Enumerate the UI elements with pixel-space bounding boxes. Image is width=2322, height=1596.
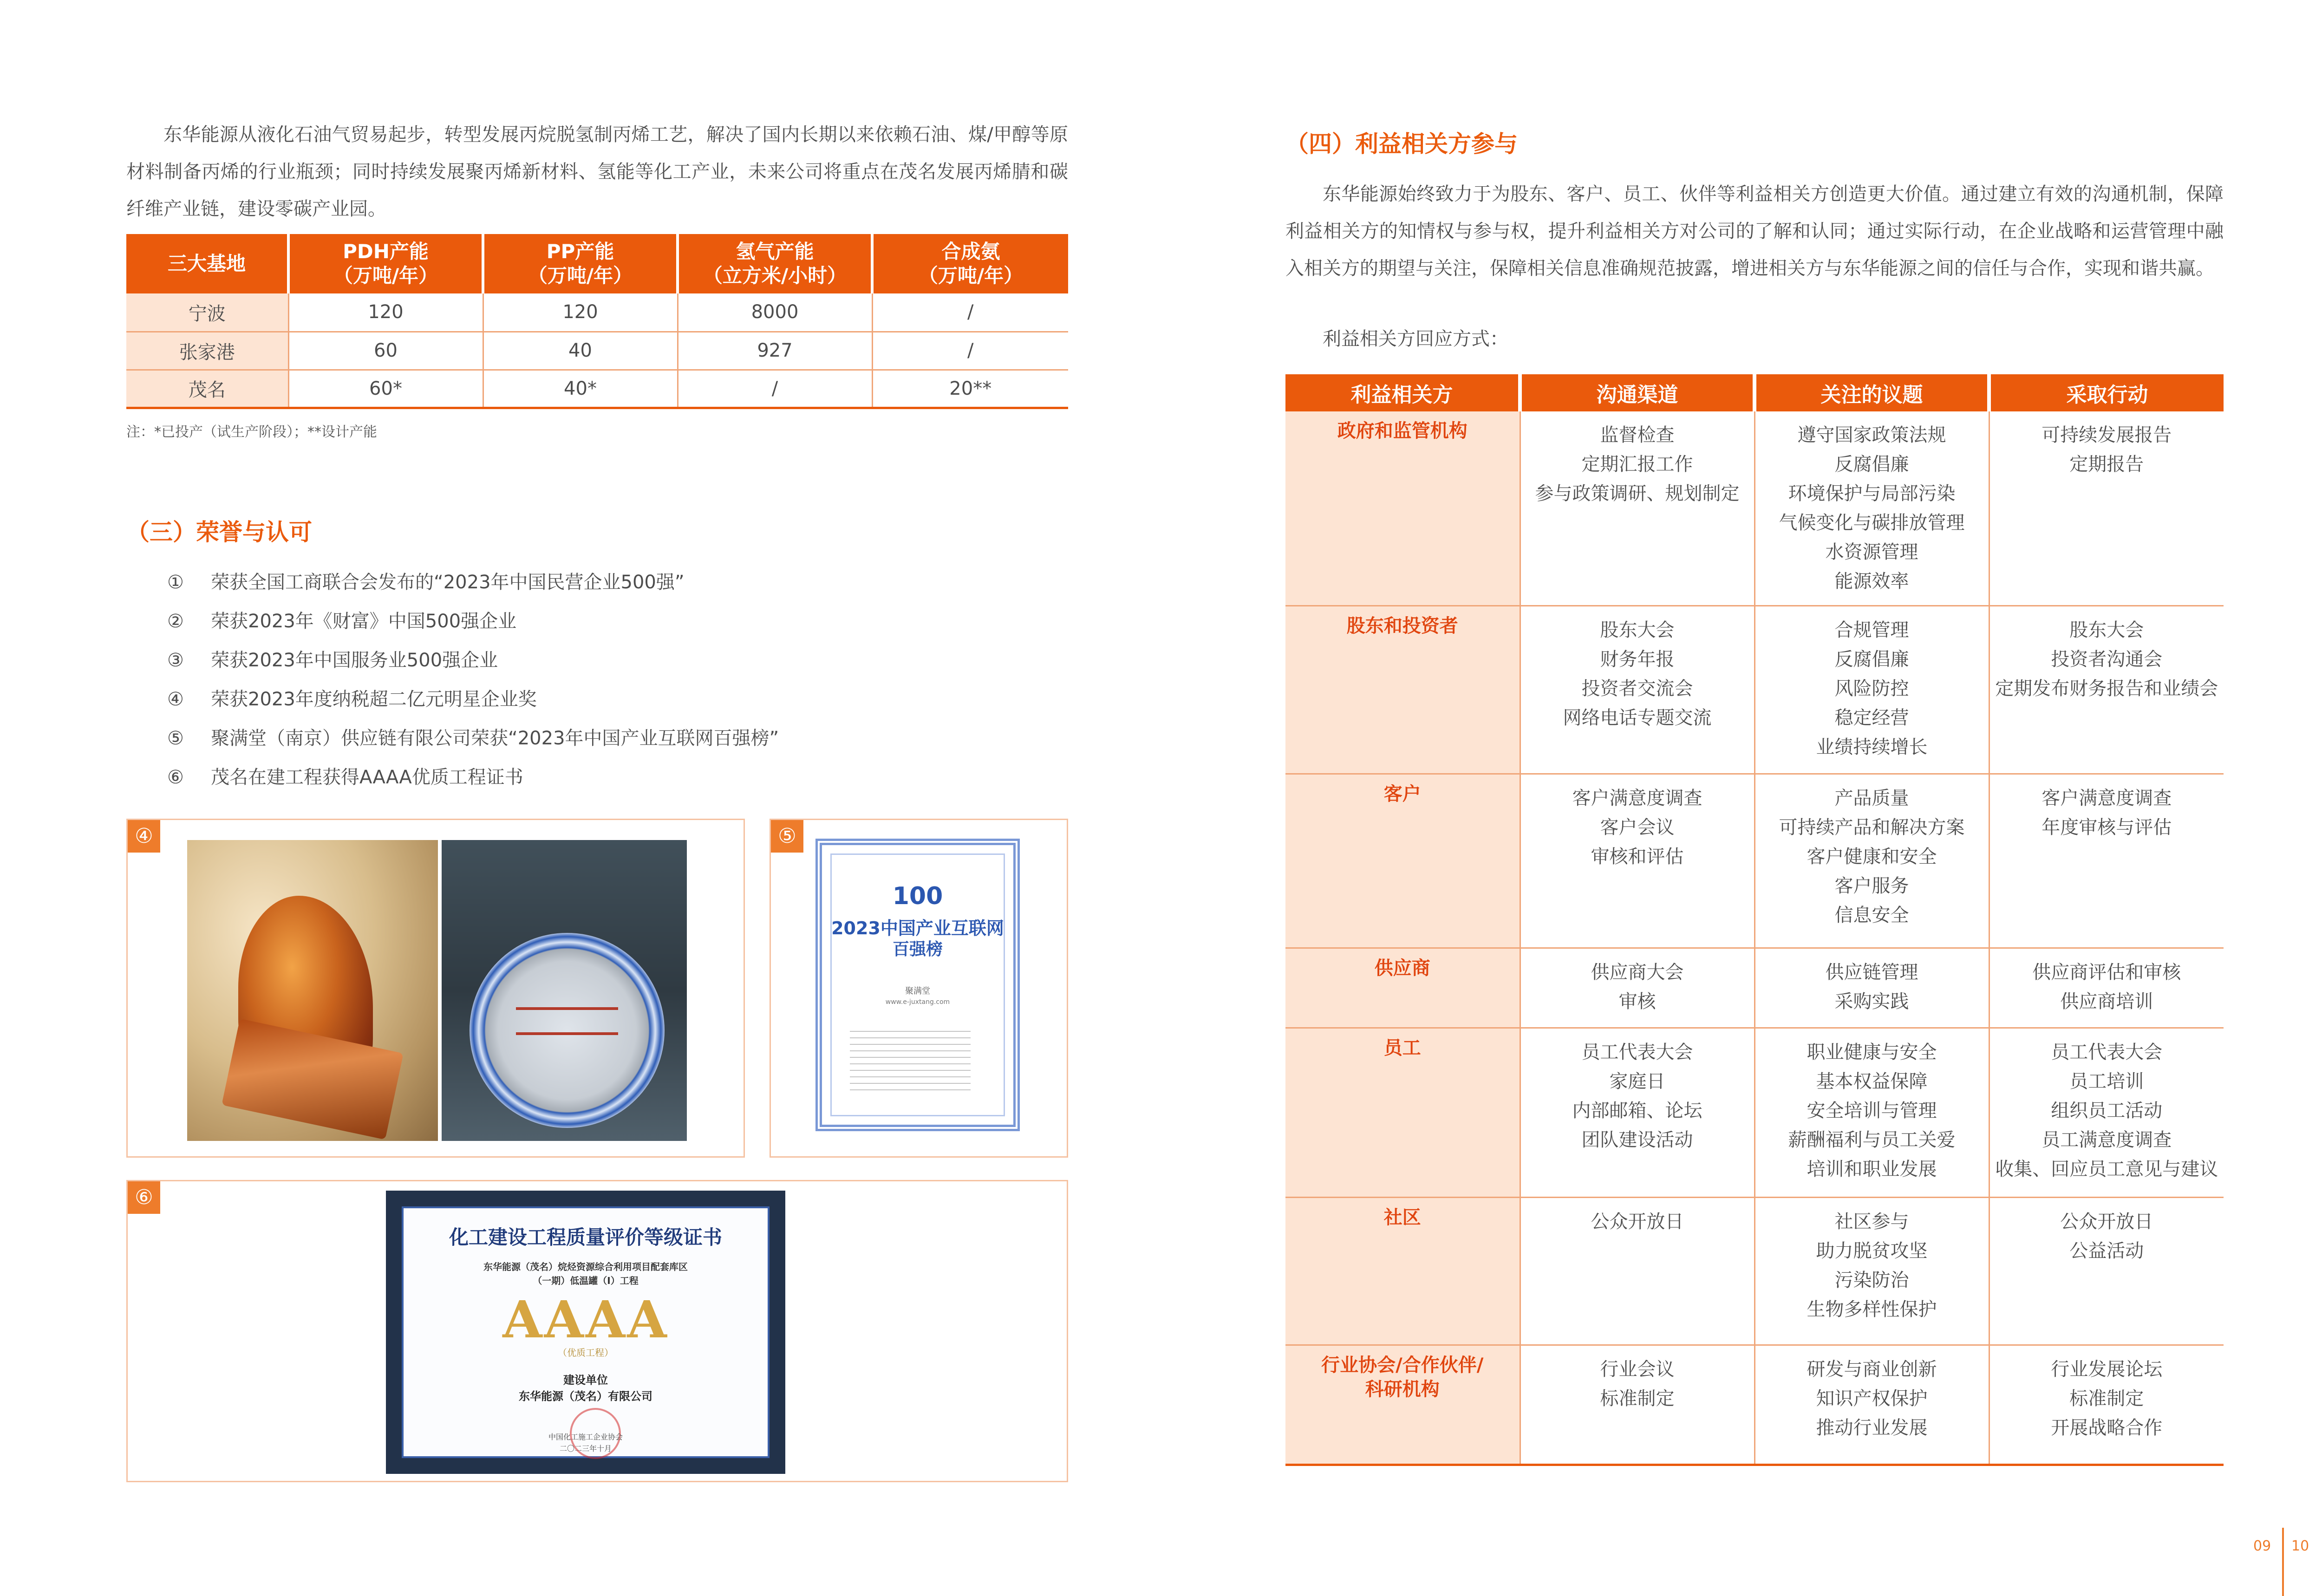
- cell-line: 客户: [1383, 783, 1421, 805]
- cell-line: 投资者交流会: [1581, 677, 1693, 699]
- cell-line: 社区参与: [1834, 1211, 1909, 1232]
- cell-line: 组织员工活动: [2051, 1100, 2163, 1121]
- cell-line: 安全培训与管理: [1807, 1100, 1937, 1121]
- cell-line: 能源效率: [1834, 571, 1909, 592]
- cell-line: 团队建设活动: [1581, 1129, 1693, 1151]
- cell-line: 研发与商业创新: [1807, 1358, 1937, 1380]
- cell-line: 行业发展论坛: [2051, 1358, 2163, 1380]
- panel-number-badge: ⑤: [771, 820, 803, 853]
- cell-line: 客户会议: [1600, 816, 1675, 838]
- cell-line: 定期报告: [2069, 454, 2144, 475]
- list-item: [167, 602, 779, 641]
- list-item-number: ④: [167, 689, 184, 710]
- table-row: [1285, 1028, 2224, 1197]
- capacity-note: 注：*已投产（试生产阶段）；**设计产能: [126, 424, 377, 440]
- list-item: [167, 680, 779, 719]
- cell-line: 信息安全: [1834, 904, 1909, 926]
- table-cell: [1520, 606, 1755, 774]
- commemorative-plate-photo: [442, 840, 687, 1141]
- cell-line: 反腐倡廉: [1834, 648, 1909, 670]
- list-item: [167, 563, 779, 602]
- cell-line: 气候变化与碳排放管理: [1779, 512, 1965, 534]
- cert-company: 聚满堂: [905, 986, 930, 996]
- table-cell: 宁波: [126, 293, 288, 332]
- table-cell: 茂名: [126, 370, 288, 408]
- stakeholder-intro-paragraph: 东华能源始终致力于为股东、客户、员工、伙伴等利益相关方创造更大价值。通过建立有效的沟通机制，保障利益相关方的知情权与参与权，提升利益相关方对公司的了解和认同；通过实际行动，在企业战略和运营管理中融入相关方的期望与关注，保障相关信息准确规范披露，增进相关方与东华能源之间的信任与合作，实现和谐共赢。: [1285, 183, 2224, 279]
- capacity-header-cell: 三大基地: [126, 234, 288, 293]
- table-cell: [1755, 1197, 1989, 1345]
- capacity-table: [126, 234, 1068, 409]
- cell-line: 客户满意度调查: [1572, 787, 1702, 809]
- cert-url: www.e-juxtang.com: [885, 998, 950, 1006]
- cert-issuer: 中国化工施工企业协会: [548, 1433, 623, 1441]
- list-item-number: ①: [167, 572, 184, 593]
- table-cell: [1520, 1345, 1755, 1465]
- table-row: [126, 370, 1068, 408]
- cell-line: 推动行业发展: [1816, 1417, 1928, 1439]
- table-row: [1285, 948, 2224, 1028]
- cell-line: 助力脱贫攻坚: [1816, 1240, 1928, 1262]
- cell-line: 收集、回应员工意见与建议: [1995, 1158, 2218, 1180]
- table-row: [1285, 606, 2224, 774]
- stakeholder-header-cell: 沟通渠道: [1520, 374, 1755, 411]
- table-cell: [1989, 606, 2224, 774]
- cell-line: 公众开放日: [2060, 1211, 2153, 1232]
- table-cell: [1520, 774, 1755, 948]
- cert-project-line: 东华能源（茂名）烷烃资源综合利用项目配套库区: [483, 1261, 688, 1272]
- cell-line: 环境保护与局部污染: [1788, 483, 1956, 504]
- stakeholder-name-cell: [1285, 1028, 1520, 1197]
- cell-line: 开展战略合作: [2051, 1417, 2163, 1439]
- stakeholder-name-cell: [1285, 411, 1520, 606]
- table-cell: 张家港: [126, 332, 288, 370]
- cert-unit-label: 建设单位: [563, 1374, 608, 1387]
- table-cell: [1989, 1197, 2224, 1345]
- top100-certificate-image: [815, 839, 1020, 1131]
- capacity-table-header: [126, 234, 1068, 293]
- table-row: [1285, 1197, 2224, 1345]
- table-cell: /: [872, 332, 1068, 370]
- cert-unit-name: 东华能源（茂名）有限公司: [519, 1390, 652, 1403]
- cell-line: 遵守国家政策法规: [1797, 424, 1946, 446]
- cell-line: 基本权益保障: [1816, 1070, 1928, 1092]
- cell-line: 员工满意度调查: [2042, 1129, 2172, 1151]
- honors-list: [167, 563, 779, 797]
- stakeholder-name-cell: [1285, 774, 1520, 948]
- list-item-text: 荣获2023年《财富》中国500强企业: [211, 611, 517, 632]
- cell-line: 生物多样性保护: [1807, 1298, 1937, 1320]
- table-cell: 20**: [872, 370, 1068, 408]
- cell-line: 供应商大会: [1591, 961, 1684, 983]
- table-row: [1285, 1345, 2224, 1465]
- cert-project-line: （一期）低温罐（Ⅰ）工程: [533, 1275, 639, 1286]
- cert-number: 100: [892, 882, 943, 910]
- cell-line: 标准制定: [1600, 1388, 1675, 1409]
- table-cell: /: [872, 293, 1068, 332]
- cell-line: 社区: [1383, 1206, 1421, 1228]
- table-cell: 40*: [483, 370, 678, 408]
- cell-line: 审核: [1618, 990, 1656, 1012]
- cell-line: 污染防治: [1834, 1269, 1909, 1291]
- stakeholder-name-cell: [1285, 948, 1520, 1028]
- table-cell: [1755, 411, 1989, 606]
- capacity-header-cell: PP产能 （万吨/年）: [483, 234, 678, 293]
- stakeholder-name-cell: [1285, 1345, 1520, 1465]
- cert-grade-sub: （优质工程）: [558, 1347, 613, 1358]
- cell-line: 稳定经营: [1834, 707, 1909, 729]
- table-cell: [1520, 948, 1755, 1028]
- table-cell: [1989, 948, 2224, 1028]
- stakeholder-name-cell: [1285, 1197, 1520, 1345]
- cell-line: 网络电话专题交流: [1563, 707, 1712, 729]
- award-certificate-panel-5: [770, 819, 1068, 1158]
- stakeholder-table-body: [1285, 411, 2224, 1465]
- table-cell: [1989, 1345, 2224, 1465]
- cell-line: 可持续产品和解决方案: [1779, 816, 1965, 838]
- table-row: [126, 332, 1068, 370]
- cell-line: 审核和评估: [1591, 846, 1684, 867]
- table-cell: [1989, 1028, 2224, 1197]
- cell-line: 股东和投资者: [1346, 615, 1458, 637]
- cell-line: 员工代表大会: [1581, 1041, 1693, 1063]
- aaaa-quality-certificate-image: [386, 1191, 785, 1474]
- table-cell: [1520, 411, 1755, 606]
- table-cell: [1520, 1028, 1755, 1197]
- capacity-header-cell: 合成氨 （万吨/年）: [872, 234, 1068, 293]
- list-item-text: 荣获2023年度纳税超二亿元明星企业奖: [211, 689, 537, 710]
- cell-line: 业绩持续增长: [1816, 736, 1928, 758]
- table-cell: 120: [483, 293, 678, 332]
- award-photo-panel-4: [126, 819, 745, 1158]
- cell-line: 员工: [1383, 1037, 1421, 1059]
- cell-line: 职业健康与安全: [1807, 1041, 1937, 1063]
- award-certificate-panel-6: [126, 1180, 1068, 1482]
- stakeholder-table-header: [1285, 374, 2224, 411]
- cell-line: 知识产权保护: [1816, 1388, 1928, 1409]
- table-cell: 40: [483, 332, 678, 370]
- table-cell: [1755, 1028, 1989, 1197]
- page-number-divider: [2282, 1528, 2284, 1596]
- cell-line: 定期发布财务报告和业绩会: [1995, 677, 2218, 699]
- list-item-text: 荣获全国工商联合会发布的“2023年中国民营企业500强”: [211, 572, 685, 593]
- table-cell: 927: [678, 332, 872, 370]
- cell-line: 公众开放日: [1591, 1211, 1684, 1232]
- list-item-text: 茂名在建工程获得AAAA优质工程证书: [211, 767, 523, 788]
- cell-line: 政府和监管机构: [1337, 420, 1468, 442]
- table-cell: [1520, 1197, 1755, 1345]
- stakeholder-header-cell: 采取行动: [1989, 374, 2224, 411]
- cell-line: 行业协会/合作伙伴/: [1321, 1354, 1484, 1376]
- cert-date: 二〇二三年十月: [559, 1444, 612, 1453]
- cert-title: 2023中国产业互联网: [831, 918, 1004, 938]
- table-cell: [1989, 411, 2224, 606]
- cell-line: 合规管理: [1834, 619, 1909, 641]
- cell-line: 客户健康和安全: [1807, 846, 1937, 867]
- cell-line: 供应链管理: [1825, 961, 1918, 983]
- cell-line: 产品质量: [1834, 787, 1909, 809]
- cell-line: 员工培训: [2069, 1070, 2144, 1092]
- cell-line: 家庭日: [1609, 1070, 1665, 1092]
- cell-line: 水资源管理: [1825, 541, 1918, 563]
- cell-line: 客户服务: [1834, 875, 1909, 897]
- list-item: [167, 758, 779, 797]
- cell-line: 风险防控: [1834, 677, 1909, 699]
- cell-line: 可持续发展报告: [2042, 424, 2172, 446]
- capacity-header-cell: PDH产能 （万吨/年）: [288, 234, 483, 293]
- cert-subtitle: 百强榜: [892, 940, 943, 959]
- list-item-number: ⑤: [167, 728, 184, 749]
- list-item-number: ②: [167, 611, 184, 632]
- left-intro-paragraph: 东华能源从液化石油气贸易起步，转型发展丙烷脱氢制丙烯工艺，解决了国内长期以来依赖石油、煤/甲醇等原材料制备丙烯的行业瓶颈；同时持续发展聚丙烯新材料、氢能等化工产业，未来公司将重点在茂名发展丙烯腈和碳纤维产业链，建设零碳产业园。: [126, 124, 1068, 220]
- cell-line: 监督检查: [1600, 424, 1675, 446]
- cell-line: 年度审核与评估: [2042, 816, 2172, 838]
- cell-line: 公益活动: [2069, 1240, 2144, 1262]
- cell-line: 供应商评估和审核: [2032, 961, 2181, 983]
- table-row: [1285, 774, 2224, 948]
- cell-line: 采购实践: [1834, 990, 1909, 1012]
- table-cell: 60: [288, 332, 483, 370]
- table-cell: [1755, 606, 1989, 774]
- cert-body-text-lines: [850, 1031, 971, 1096]
- panel-number-badge: ⑥: [128, 1181, 160, 1214]
- stakeholder-table: [1285, 374, 2224, 1466]
- trophy-base-shape: [222, 1019, 404, 1140]
- cell-line: 股东大会: [1600, 619, 1675, 641]
- table-cell: [1989, 774, 2224, 948]
- table-cell: 120: [288, 293, 483, 332]
- plate-inscription-shape: [516, 1007, 618, 1035]
- page-number-left: 09: [2253, 1538, 2271, 1554]
- table-cell: 60*: [288, 370, 483, 408]
- list-item: [167, 641, 779, 680]
- cert-grade: AAAA: [502, 1290, 669, 1349]
- table-cell: [1755, 948, 1989, 1028]
- table-cell: 8000: [678, 293, 872, 332]
- cell-line: 薪酬福利与员工关爱: [1788, 1129, 1956, 1151]
- cell-line: 财务年报: [1600, 648, 1675, 670]
- cell-line: 科研机构: [1365, 1378, 1440, 1400]
- cell-line: 股东大会: [2069, 619, 2144, 641]
- cell-line: 内部邮箱、论坛: [1572, 1100, 1702, 1121]
- table-cell: /: [678, 370, 872, 408]
- page-number-right: 10: [2291, 1538, 2309, 1554]
- cell-line: 供应商培训: [2060, 990, 2153, 1012]
- honors-section-title: （三）荣誉与认可: [126, 519, 312, 546]
- list-item-number: ⑥: [167, 767, 184, 788]
- table-cell: [1755, 1345, 1989, 1465]
- panel-number-badge: ④: [128, 820, 160, 853]
- list-item-number: ③: [167, 650, 184, 671]
- stakeholder-lead-text: 利益相关方回应方式：: [1323, 328, 1508, 350]
- cell-line: 反腐倡廉: [1834, 454, 1909, 475]
- cell-line: 标准制定: [2069, 1388, 2144, 1409]
- cell-line: 行业会议: [1600, 1358, 1675, 1380]
- capacity-header-cell: 氢气产能 （立方米/小时）: [678, 234, 872, 293]
- list-item-text: 聚满堂（南京）供应链有限公司荣获“2023年中国产业互联网百强榜”: [211, 728, 779, 749]
- cell-line: 参与政策调研、规划制定: [1535, 483, 1740, 504]
- stakeholder-header-cell: 利益相关方: [1285, 374, 1520, 411]
- cell-line: 员工代表大会: [2051, 1041, 2163, 1063]
- table-cell: [1755, 774, 1989, 948]
- cell-line: 客户满意度调查: [2042, 787, 2172, 809]
- cell-line: 投资者沟通会: [2051, 648, 2163, 670]
- crystal-dragon-trophy-photo: [187, 840, 438, 1141]
- cell-line: 供应商: [1374, 957, 1430, 979]
- stakeholder-header-cell: 关注的议题: [1755, 374, 1989, 411]
- table-row: [1285, 411, 2224, 606]
- table-row: [126, 293, 1068, 332]
- stakeholder-name-cell: [1285, 606, 1520, 774]
- cell-line: 定期汇报工作: [1581, 454, 1693, 475]
- cert-title: 化工建设工程质量评价等级证书: [449, 1226, 722, 1249]
- list-item-text: 荣获2023年中国服务业500强企业: [211, 650, 498, 671]
- list-item: [167, 719, 779, 758]
- stakeholder-section-title: （四）利益相关方参与: [1285, 130, 1518, 157]
- cell-line: 培训和职业发展: [1807, 1158, 1937, 1180]
